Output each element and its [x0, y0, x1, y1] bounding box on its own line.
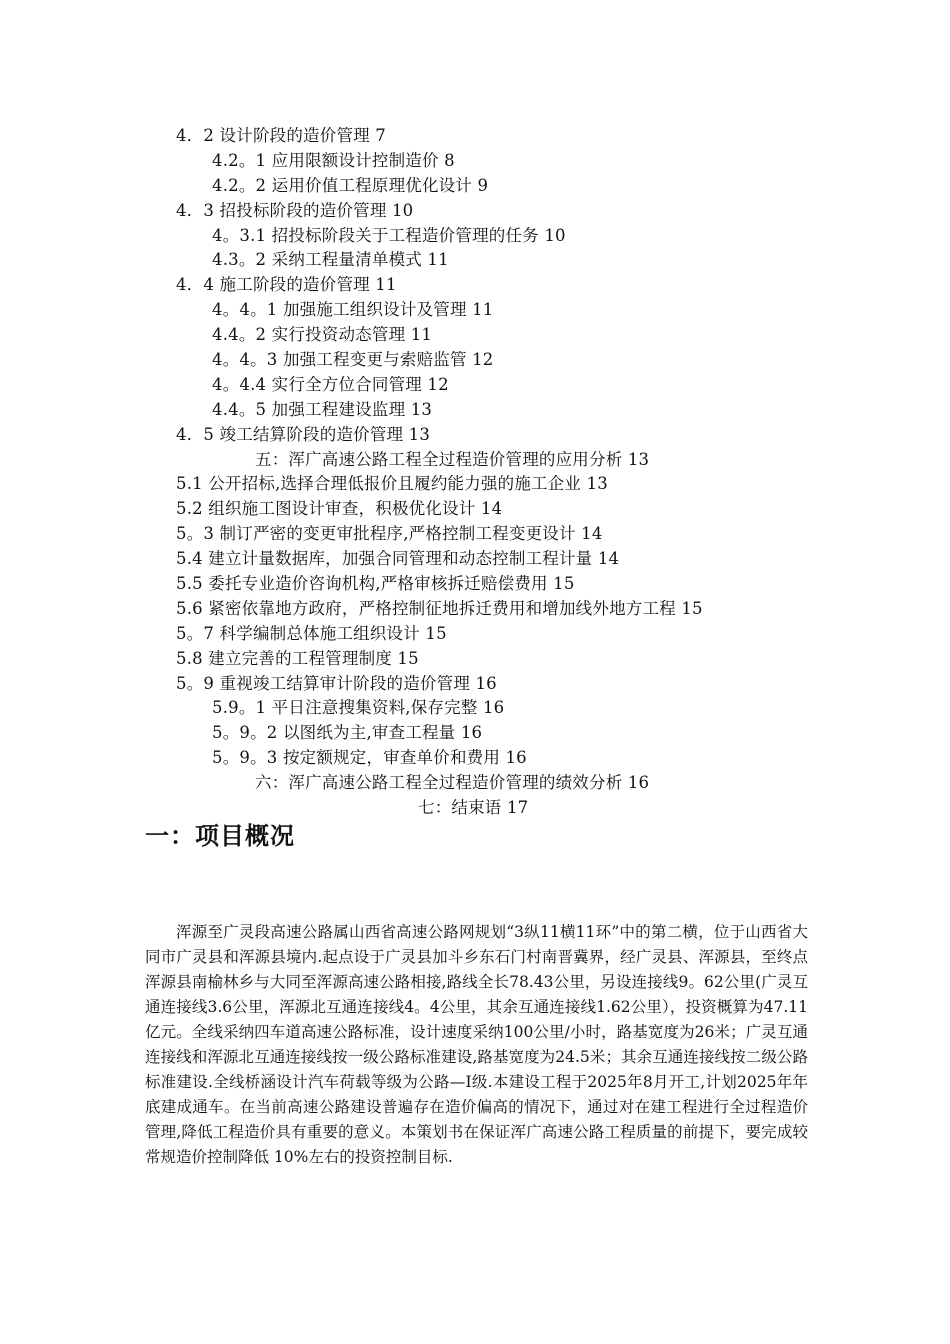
toc-entry[interactable]: 4．3 招投标阶段的造价管理 10: [176, 200, 414, 220]
toc-entry[interactable]: 4。4。1 加强施工组织设计及管理 11: [212, 300, 494, 320]
toc-entry[interactable]: 5。9。3 按定额规定，审查单价和费用 16: [212, 748, 527, 768]
toc-entry[interactable]: 5.4 建立计量数据库，加强合同管理和动态控制工程计量 14: [176, 549, 620, 569]
toc-entry[interactable]: 5.8 建立完善的工程管理制度 15: [176, 648, 419, 668]
toc-entry[interactable]: 4。4。3 加强工程变更与索赔监管 12: [212, 350, 494, 370]
toc-chapter-entry[interactable]: 五：浑广高速公路工程全过程造价管理的应用分析 13: [255, 449, 650, 469]
toc-entry[interactable]: 5。9 重视竣工结算审计阶段的造价管理 16: [176, 673, 497, 693]
toc-entry[interactable]: 5.5 委托专业造价咨询机构,严格审核拆迁赔偿费用 15: [176, 574, 575, 594]
section-heading: 一：项目概况: [145, 822, 295, 850]
toc-entry[interactable]: 4.4。5 加强工程建设监理 13: [212, 399, 433, 419]
toc-entry[interactable]: 4.3。2 采纳工程量清单模式 11: [212, 250, 449, 270]
toc-entry[interactable]: 4.2。1 应用限额设计控制造价 8: [212, 150, 455, 170]
toc-chapter-entry[interactable]: 七：结束语 17: [418, 798, 529, 818]
section-paragraph: 浑源至广灵段高速公路属山西省高速公路网规划“3纵11横11环”中的第二横，位于山西省大同市广灵县和浑源县境内.起点设于广灵县加斗乡东石门村南晋冀界，经广灵县、浑源县，至终点浑源县南榆林乡与大同至浑源高速公路相接,路线全长78.43公里，另设连接线9。62公里(广灵互通连接线3.6公里，浑源北互通连接线4。4公里，其余互通连接线1.62公里），投资概算为47.11亿元。全线采纳四车道高速公路标准，设计速度采纳100公里/小时，路基宽度为26米；广灵互通连接线和浑源北互通连接线按一级公路标准建设,路基宽度为24.5米；其余互通连接线按二级公路标准建设.全线桥涵设计汽车荷载等级为公路—Ⅰ级.本建设工程于2025年8月开工,计划2025年年底建成通车。在当前高速公路建设普遍存在造价偏高的情况下，通过对在建工程进行全过程造价管理,降低工程造价具有重要的意义。本策划书在保证浑广高速公路工程质量的前提下，要完成较常规造价控制降低 10%左右的投资控制目标.: [145, 923, 808, 1166]
toc-entry[interactable]: 4.4。2 实行投资动态管理 11: [212, 325, 433, 345]
toc-entry[interactable]: 5。7 科学编制总体施工组织设计 15: [176, 623, 447, 643]
toc-entry[interactable]: 4．4 施工阶段的造价管理 11: [176, 275, 397, 295]
toc-chapter-entry[interactable]: 六：浑广高速公路工程全过程造价管理的绩效分析 16: [255, 773, 650, 793]
toc-entry[interactable]: 5。3 制订严密的变更审批程序,严格控制工程变更设计 14: [176, 524, 603, 544]
toc-entry[interactable]: 4。4.4 实行全方位合同管理 12: [212, 374, 449, 394]
toc-entry[interactable]: 4．2 设计阶段的造价管理 7: [176, 126, 386, 145]
toc-entry[interactable]: 5。9。2 以图纸为主,审查工程量 16: [212, 723, 483, 743]
toc-entry[interactable]: 5.9。1 平日注意搜集资料,保存完整 16: [212, 698, 505, 718]
toc-entry[interactable]: 4.2。2 运用价值工程原理优化设计 9: [212, 175, 489, 195]
toc-entry[interactable]: 5.6 紧密依靠地方政府，严格控制征地拆迁费用和增加线外地方工程 15: [176, 598, 703, 618]
toc-entry[interactable]: 4。3.1 招投标阶段关于工程造价管理的任务 10: [212, 225, 566, 245]
toc-entry[interactable]: 5.2 组织施工图设计审查，积极优化设计 14: [176, 499, 503, 519]
toc-entry[interactable]: 4．5 竣工结算阶段的造价管理 13: [176, 424, 431, 444]
toc-entry[interactable]: 5.1 公开招标,选择合理低报价且履约能力强的施工企业 13: [176, 474, 608, 494]
table-of-contents: [0, 124, 950, 821]
